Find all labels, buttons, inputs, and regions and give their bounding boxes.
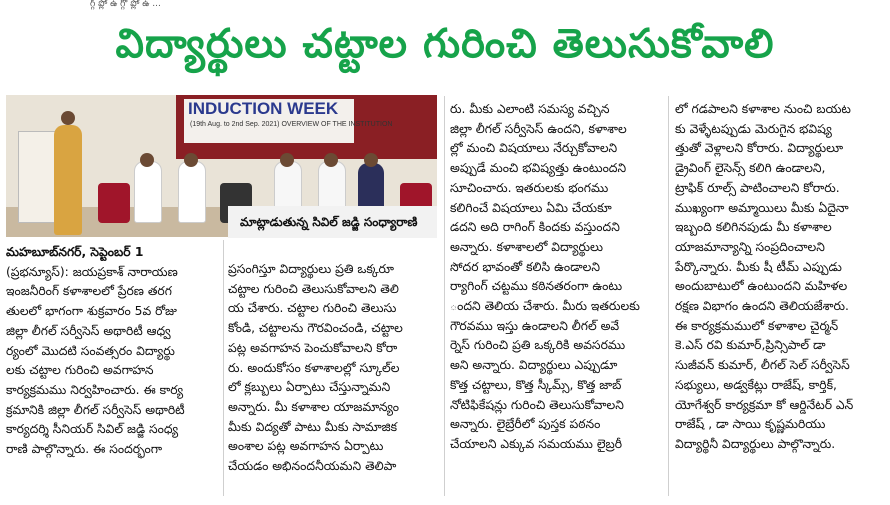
article-line: మీకు విద్యతో పాటు మీకు సామాజిక <box>228 419 398 434</box>
lead-line: ర్యంలో మొదటి సంవత్సరం విద్యార్థు <box>6 343 175 358</box>
event-banner <box>176 95 437 159</box>
article-line: కలిగించే విషయాలు ఏమి చేయకూ <box>450 200 612 215</box>
article-line: య చేశారు. చట్టాల గురించి తెలుసు <box>228 301 397 316</box>
article-line: రాజేష్ , డా సాయి కృష్ణమరియు <box>675 417 826 432</box>
guest-head <box>364 153 378 167</box>
lead-line: తులలో భాగంగా శుక్రవారం 5వ రోజు <box>6 304 177 319</box>
headline: విద్యార్థులు చట్టాల గురించి తెలుసుకోవాలి <box>115 21 775 67</box>
article-line: కె.ఎస్ రవి కుమార్,ప్రిన్సిపాల్ డా <box>675 338 826 353</box>
article-line: త్తుతో వెళ్లాలని కోరారు. విద్యార్థులూ <box>675 141 844 156</box>
article-line: కొత్త చట్టాలు, కొత్త స్కీమ్స్, కొత్త జాబ్ <box>450 377 622 392</box>
article-line: ఈ కార్యక్రమములో కళాశాల చైర్మన్ <box>675 318 839 333</box>
article-line: ందని తెలియ చేశారు. మీరు ఇతరులకు <box>450 299 640 314</box>
guest-head <box>324 153 338 167</box>
article-line: రక్షణ విభాగం ఉందని తెలియజేశారు. <box>675 299 849 314</box>
article-line: యాజమాన్యాన్ని సంప్రదించాలని <box>675 239 825 254</box>
article-line: జిల్లా లీగల్ సర్వీసెస్ ఉందని, కళాశాల <box>450 121 627 136</box>
lead-line: జిల్లా లీగల్ సర్వీసెస్ అథారిటీ ఆధ్వ <box>6 323 171 338</box>
article-line: చేయడం అభినందనీయమని తెలిపా <box>228 459 397 474</box>
article-line: డ్రైవింగ్ లైసెన్స్ కలిగి ఉండాలని, <box>675 161 826 176</box>
article-line: కు వెళ్ళేటప్పుడు మెరుగైన భవిష్య <box>675 121 832 136</box>
article-line: గౌరవము ఇస్తు ఉండాలని లీగల్ అవే <box>450 318 620 333</box>
article-line: పేర్కొన్నారు. మీకు షీ టీమ్ ఎప్పుడు <box>675 259 842 274</box>
article-line: అంశాల పట్ల అవగాహన ఏర్పాటు <box>228 439 384 454</box>
banner-title: INDUCTION WEEK <box>188 99 339 118</box>
article-column-2 <box>228 260 442 477</box>
banner-subtitle: (19th Aug. to 2nd Sep. 2021) OVERVIEW OF THE INSTITUTION <box>190 121 393 128</box>
article-line: లో క్లబ్బులు ఏర్పాటు చేస్తున్నామని <box>228 380 391 395</box>
article-line: పట్ల అవగాహన పెంచుకోవాలని కోరా <box>228 340 398 355</box>
article-line: రు. మీకు ఎలాంటి సమస్య వచ్చిన <box>450 102 610 116</box>
article-line: ముఖ్యంగా అమ్మాయిలు మీకు ఏదైనా <box>675 200 849 215</box>
article-column-3 <box>450 100 664 455</box>
article-line: డదని అది రాగింగ్ కిందకు వస్తుందని <box>450 220 620 235</box>
article-line: ఇబ్బంది కలిగినపుడు మీ కళాశాల <box>675 220 832 235</box>
lead-line: కార్యదర్శి సీనియర్ సివిల్ జడ్జి సంధ్య <box>6 422 179 437</box>
article-line: రు. అందుకోసం కళాశాలల్లో స్కూల్‌ల <box>228 360 400 375</box>
lead-line: (ప్రభన్యూస్): జయప్రకాశ్ నారాయణ <box>6 264 178 279</box>
article-line: విద్యార్థినీ విద్యార్థులు పాల్గొన్నారు. <box>675 436 836 451</box>
article-line: అన్నారు. మీ కళాశాల యాజమాన్యం <box>228 399 399 414</box>
article-line: అందుబాటులో ఉంటుందని మహిళల <box>675 279 848 294</box>
lead-line: లకు చట్టాల గురించి అవగాహన <box>6 363 154 378</box>
article-line: కోండి, చట్టాలను గౌరవించండి, చట్టాల <box>228 321 403 336</box>
article-line: చేయాలని ఎక్కువ సమయము లైబ్రరీ <box>450 436 623 451</box>
article-line: ర్యాగింగ్ చట్టము కఠినతరంగా ఉంటు <box>450 279 623 294</box>
article-line: అప్పుడే మంచి భవిష్యత్తు ఉంటుందని <box>450 161 627 176</box>
lead-line: రాణి పాల్గొన్నారు. ఈ సందర్భంగా <box>6 442 163 457</box>
article-line: లో గడపాలని కళాశాల నుంచి బయట <box>675 102 851 116</box>
guest-head <box>140 153 154 167</box>
article-column-4 <box>675 100 885 455</box>
article-line: అన్నారు. కళాశాలలో విద్యార్థులు <box>450 239 603 254</box>
article-line: నోటిఫికేషన్లు గురించి తెలుసుకోవాలని <box>450 397 624 412</box>
dateline: మహబూబ్‌నగర్, సెప్టెంబర్ 1 <box>6 245 144 259</box>
article-line: ల్లో మంచి విషయాలు నేర్చుకోవాలని <box>450 141 618 156</box>
lead-line: ఇంజనీరింగ్ కళాశాలలో ప్రేరణ తరగ <box>6 284 172 299</box>
photo-caption: మాట్లాడుతున్న సివిల్ జడ్జి సంధ్యారాణి <box>228 206 437 238</box>
speaker-figure <box>54 125 82 235</box>
column-divider <box>223 240 224 496</box>
column-divider <box>444 96 445 496</box>
article-line: ప్రసంగిస్తూ విద్యార్థులు ప్రతి ఒక్కరూ <box>228 262 394 276</box>
article-line: అన్నారు. లైబ్రేరీలో పుస్తక పఠనం <box>450 417 601 432</box>
guest-figure <box>134 161 162 223</box>
article-line: యోగేశ్వర్ కార్యక్రమా కో ఆర్డినేటర్ ఎన్ <box>675 397 854 412</box>
article-line: సూచించారు. ఇతరులకు భంగము <box>450 180 609 195</box>
lead-line: క్రమానికి జిల్లా లీగల్ సర్వీసెస్ అథారిటీ <box>6 402 185 417</box>
chair <box>98 183 130 223</box>
lead-column <box>6 243 222 460</box>
guest-head <box>280 153 294 167</box>
article-line: సభ్యులు, అడ్వకేట్లు రాజేష్, కార్తిక్, <box>675 377 837 392</box>
guest-head <box>184 153 198 167</box>
article-line: ర్నెస్ గురించి ప్రతి ఒక్కరికి అవసరము <box>450 338 626 353</box>
article-line: సుజీవన్ కుమార్, లీగల్ సెల్ సర్వీసెస్ <box>675 358 850 373</box>
lead-line: కార్యక్రమము నిర్వహించారు. ఈ కార్య <box>6 382 184 397</box>
speaker-head <box>61 111 75 125</box>
article-line: చట్టాల గురించి తెలుసుకోవాలని తెలి <box>228 281 399 296</box>
article-line: అని అన్నారు. విద్యార్థులు ఎప్పుడూ <box>450 358 618 373</box>
column-divider <box>668 96 669 496</box>
article-line: ట్రాఫిక్ రూల్స్ పాటించాలని కోరారు. <box>675 180 840 195</box>
article-line: సోదర భావంతో కలిసి ఉండాలని <box>450 259 601 274</box>
top-strip-text: గ్గ్ ప్లో ఉ గ్గో ప్లో ఉ ... <box>90 0 161 9</box>
guest-figure <box>178 161 206 223</box>
